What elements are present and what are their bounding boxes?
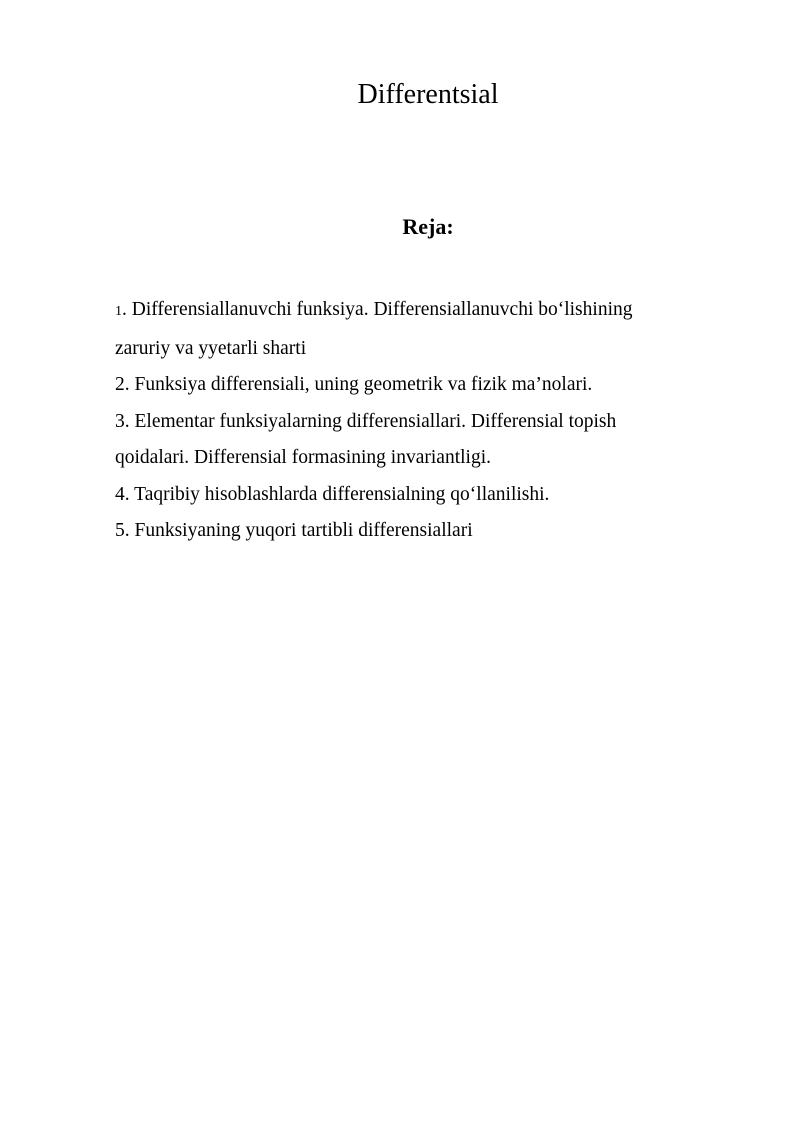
plan-item-5: 5. Funksiyaning yuqori tartibli differensiallari bbox=[115, 520, 473, 541]
plan-heading: Reja: bbox=[402, 214, 454, 239]
plan-item-1-line-2: zaruriy va yyetarli sharti bbox=[115, 337, 307, 359]
plan-item-4: 4. Taqribiy hisoblashlarda differensialning qo‘llanilishi. bbox=[115, 483, 550, 505]
plan-list bbox=[115, 292, 715, 550]
plan-item-2: 2. Funksiya differensiali, uning geometrik va fizik ma’nolari. bbox=[115, 374, 593, 395]
plan-item-1-line-1 bbox=[115, 292, 715, 331]
document-title: Differentsial bbox=[357, 79, 499, 110]
plan-item-1-text: . Differensiallanuvchi funksiya. Differensiallanuvchi bo‘lishining bbox=[122, 299, 633, 320]
plan-item-3-line-1: 3. Elementar funksiyalarning differensiallari. Differensial topish bbox=[115, 410, 617, 432]
plan-item-3-line-2: qoidalari. Differensial formasining invariantligi. bbox=[115, 447, 491, 468]
plan-item-1-number: 1 bbox=[115, 304, 122, 319]
